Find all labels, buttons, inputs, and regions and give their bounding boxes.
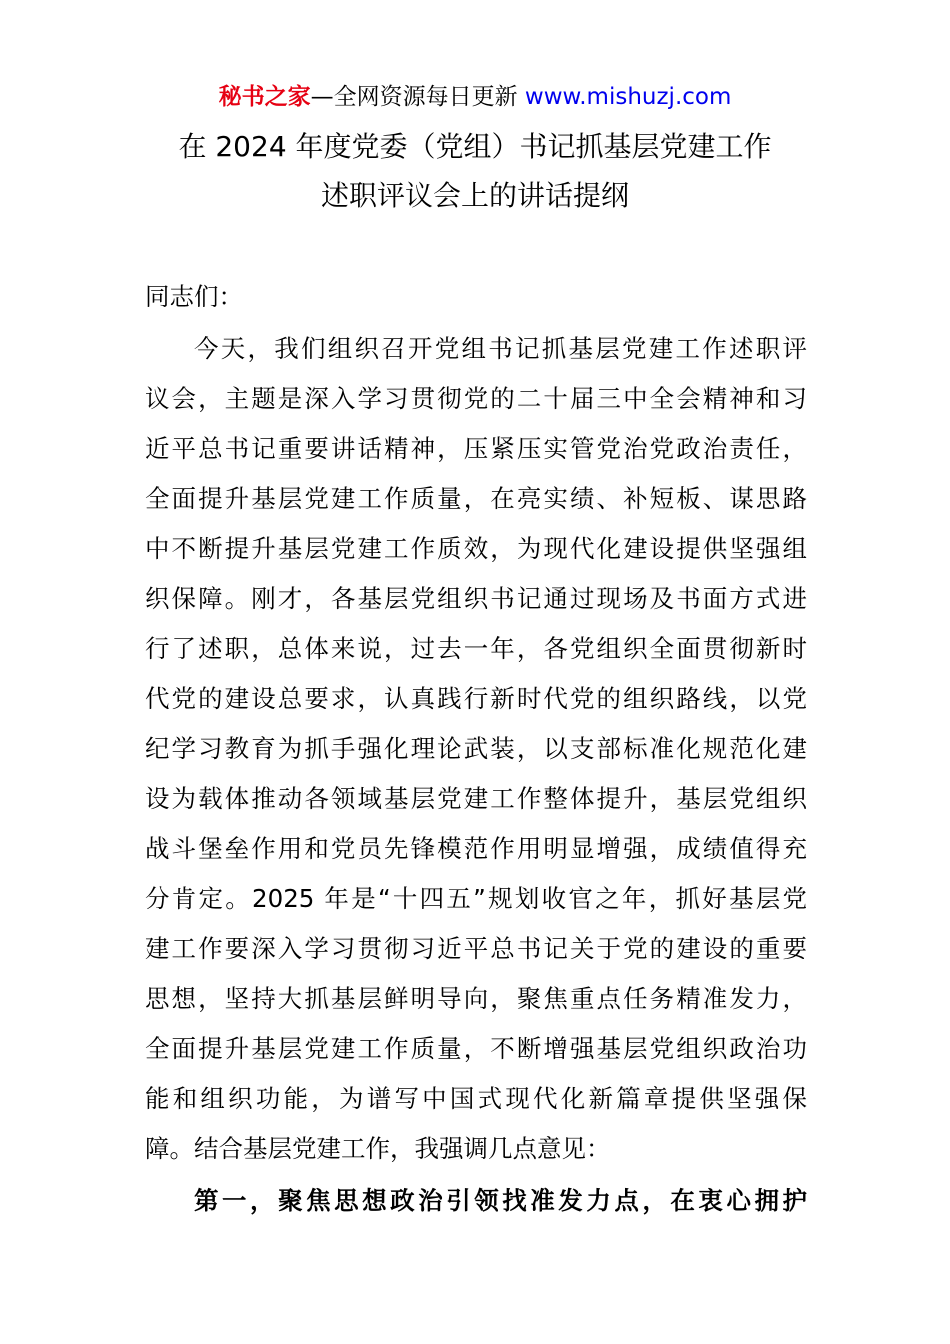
body-line: 战斗堡垒作用和党员先锋模范作用明显增强，成绩值得充 xyxy=(145,834,807,863)
salutation: 同志们： xyxy=(145,282,243,311)
body-line: 行了述职，总体来说，过去一年，各党组织全面贯彻新时 xyxy=(145,634,807,663)
document-title-line-2: 述职评议会上的讲话提纲 xyxy=(320,179,629,212)
site-header xyxy=(0,80,950,114)
body-line: 今天，我们组织召开党组书记抓基层党建工作述职评 xyxy=(194,334,807,363)
body-line: 全面提升基层党建工作质量，不断增强基层党组织政治功 xyxy=(145,1034,807,1063)
document-title-line-1: 在 2024 年度党委（党组）书记抓基层党建工作 xyxy=(178,130,772,163)
body-line: 建工作要深入学习贯彻习近平总书记关于党的建设的重要 xyxy=(145,934,807,963)
body-line: 近平总书记重要讲话精神，压紧压实管党治党政治责任， xyxy=(145,434,807,463)
body-line: 障。结合基层党建工作，我强调几点意见： xyxy=(145,1134,611,1163)
body-line: 议会，主题是深入学习贯彻党的二十届三中全会精神和习 xyxy=(145,384,807,413)
body-line: 设为载体推动各领域基层党建工作整体提升，基层党组织 xyxy=(145,784,807,813)
body-line: 中不断提升基层党建工作质效，为现代化建设提供坚强组 xyxy=(145,534,807,563)
body-line: 思想，坚持大抓基层鲜明导向，聚焦重点任务精准发力， xyxy=(145,984,807,1013)
site-url-link[interactable]: www.mishuzj.com xyxy=(524,84,732,110)
body-line: 能和组织功能，为谱写中国式现代化新篇章提供坚强保 xyxy=(145,1084,807,1113)
body-line: 代党的建设总要求，认真践行新时代党的组织路线，以党 xyxy=(145,684,807,713)
section-heading-first: 第一，聚焦思想政治引领找准发力点，在衷心拥护 xyxy=(194,1186,807,1215)
site-slogan: —全网资源每日更新 xyxy=(310,84,525,110)
body-line: 分肯定。2025 年是“十四五”规划收官之年，抓好基层党 xyxy=(145,884,807,913)
site-brand: 秘书之家 xyxy=(218,84,311,110)
body-line: 纪学习教育为抓手强化理论武装，以支部标准化规范化建 xyxy=(145,734,807,763)
body-line: 织保障。刚才，各基层党组织书记通过现场及书面方式进 xyxy=(145,584,807,613)
body-line: 全面提升基层党建工作质量，在亮实绩、补短板、谋思路 xyxy=(145,484,807,513)
